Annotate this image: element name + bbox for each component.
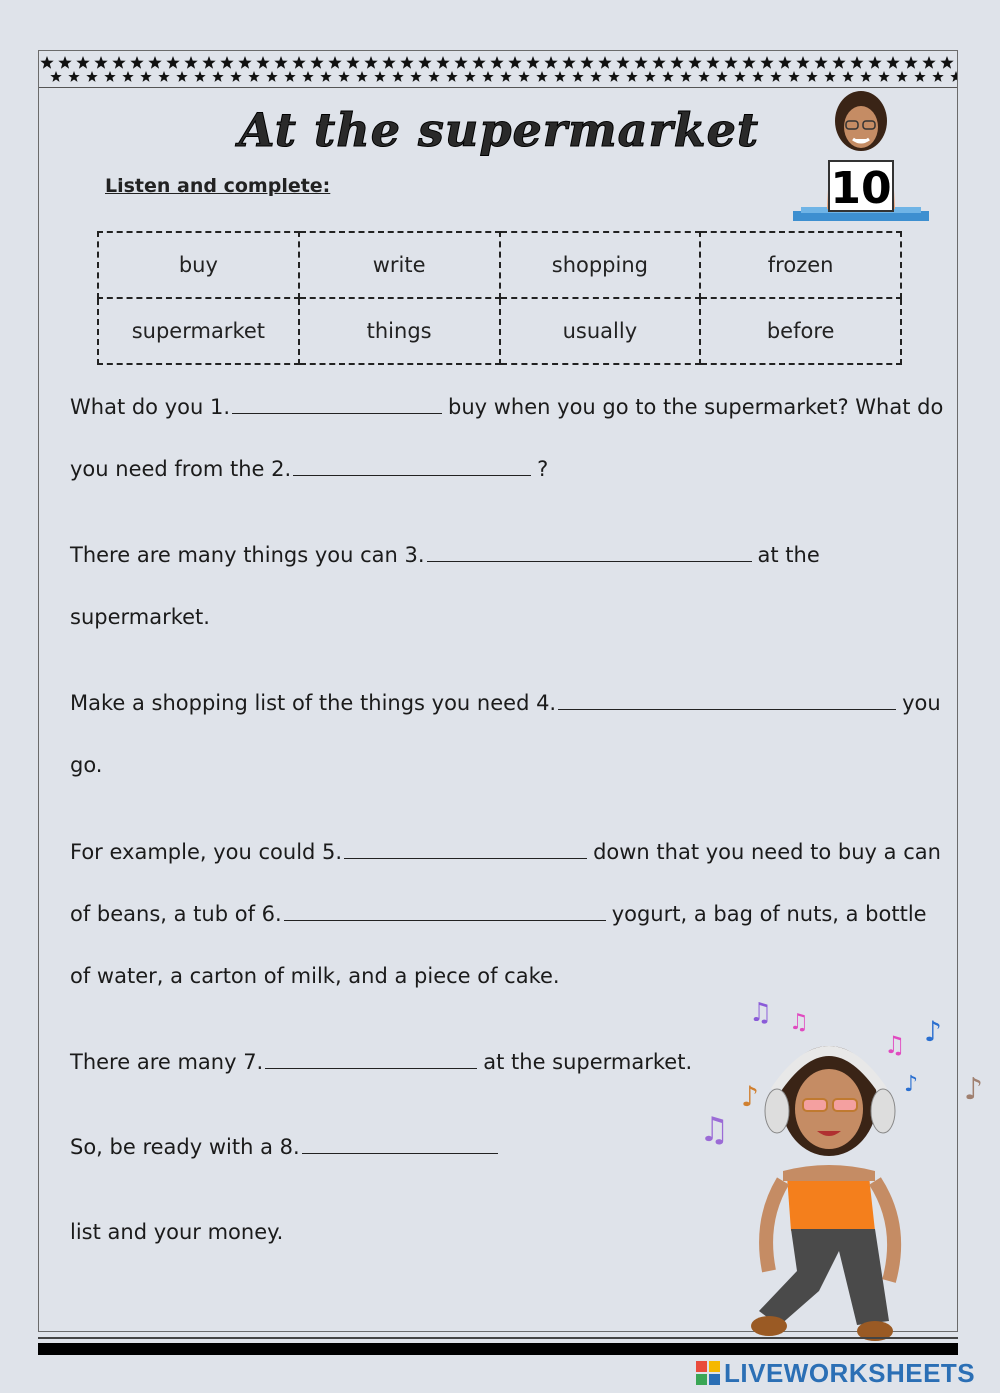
word-bank-cell: write (299, 232, 500, 298)
text-line (70, 734, 940, 796)
word-bank-cell: supermarket (98, 298, 299, 364)
line-text-before: of water, a carton of milk, and a piece of cake. (70, 964, 560, 988)
text-line (70, 524, 940, 586)
line-text-after: down that you need to buy a can (593, 840, 941, 864)
avatar-score-icon (791, 91, 951, 231)
text-line (70, 586, 940, 648)
answer-blank-input[interactable] (302, 1133, 498, 1154)
star-border-icon (39, 51, 957, 87)
liveworksheets-logo-icon (696, 1361, 720, 1385)
answer-blank-input[interactable] (232, 393, 442, 414)
footer-bar (38, 1343, 958, 1355)
page-title: At the supermarket (238, 103, 760, 157)
word-bank-cell: frozen (700, 232, 901, 298)
svg-text:♪: ♪ (741, 1080, 759, 1113)
text-line (70, 438, 940, 500)
answer-blank-input[interactable] (427, 541, 752, 562)
paragraph (70, 672, 940, 796)
text-line (70, 821, 940, 883)
star-border (39, 51, 957, 88)
line-text-after: at the supermarket. (483, 1050, 693, 1074)
line-text-after: ? (537, 457, 549, 481)
brand-logo[interactable] (696, 1358, 975, 1388)
answer-blank-input[interactable] (558, 689, 896, 710)
word-bank-cell: things (299, 298, 500, 364)
word-bank (97, 231, 902, 365)
line-text-after: yogurt, a bag of nuts, a bottle (611, 902, 927, 926)
dancer-illustration-icon (679, 991, 999, 1351)
line-text-before: What do you 1. (70, 395, 231, 419)
line-text-after: you (902, 691, 941, 715)
line-text-before: So, be ready with a 8. (70, 1135, 300, 1159)
line-text-before: For example, you could 5. (70, 840, 343, 864)
answer-blank-input[interactable] (344, 838, 587, 859)
word-bank-cell: shopping (500, 232, 701, 298)
line-text-before: you need from the 2. (70, 457, 292, 481)
line-text-after: at the (757, 543, 820, 567)
text-line (70, 376, 944, 438)
line-text-before: list and your money. (70, 1220, 284, 1244)
word-bank-cell: buy (98, 232, 299, 298)
svg-text:♪: ♪ (924, 1015, 942, 1048)
paragraph (70, 524, 940, 648)
svg-text:♫: ♫ (789, 1010, 809, 1035)
line-text-before: There are many things you can 3. (70, 543, 425, 567)
line-text-before: Make a shopping list of the things you need 4. (70, 691, 557, 715)
svg-text:♪: ♪ (964, 1072, 984, 1107)
svg-text:♫: ♫ (749, 998, 773, 1028)
word-bank-cell: usually (500, 298, 701, 364)
answer-blank-input[interactable] (265, 1048, 477, 1069)
svg-text:♪: ♪ (904, 1072, 919, 1097)
text-line (70, 883, 940, 945)
footer-rule (38, 1337, 958, 1339)
line-text-after: buy when you go to the supermarket? What do (448, 395, 944, 419)
line-text-before: supermarket. (70, 605, 210, 629)
line-text-before: There are many 7. (70, 1050, 264, 1074)
instruction-text: Listen and complete: (105, 175, 331, 197)
line-text-before: go. (70, 753, 103, 777)
svg-text:♫: ♫ (699, 1110, 730, 1150)
paragraph (70, 376, 944, 500)
line-text-before: of beans, a tub of 6. (70, 902, 282, 926)
svg-text:♫: ♫ (884, 1031, 906, 1059)
worksheet-page (38, 50, 984, 1332)
paragraph (70, 821, 940, 1007)
badge-number: 10 (830, 163, 892, 214)
answer-blank-input[interactable] (284, 900, 606, 921)
brand-name: LIVEWORKSHEETS (724, 1357, 976, 1388)
text-line (70, 672, 940, 734)
word-bank-cell: before (700, 298, 901, 364)
answer-blank-input[interactable] (293, 455, 531, 476)
